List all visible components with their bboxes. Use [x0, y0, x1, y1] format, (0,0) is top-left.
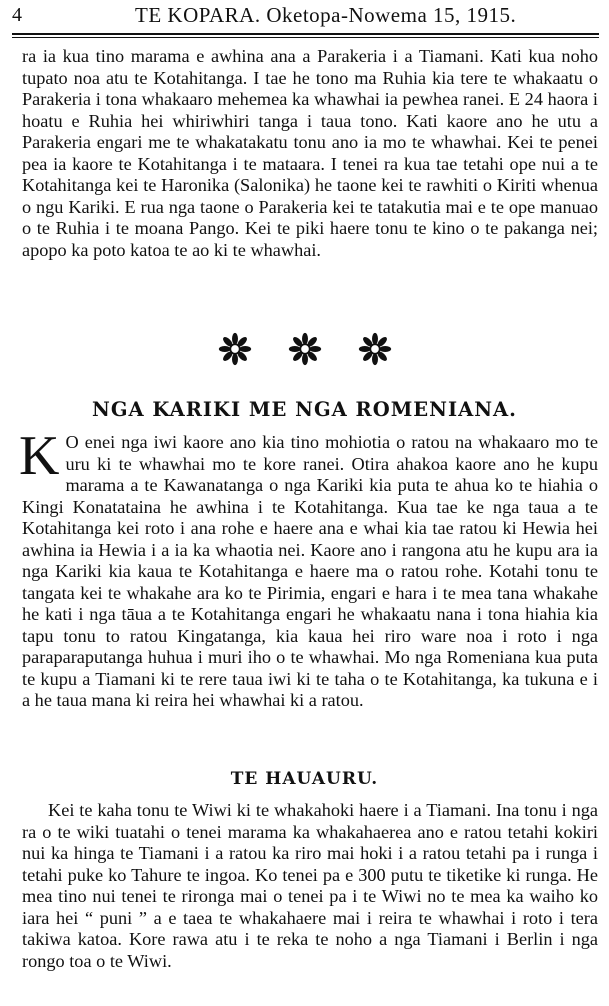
flower-icon	[288, 332, 322, 368]
flower-icon	[218, 332, 252, 368]
article-paragraph: ra ia kua tino marama e awhina ana a Parakeria i a Tiamani. Kati kua noho tupato noa atu te Kotahitanga. I tae he tono ma Ruhia kia tere te whakaatu o Parakeria i tona whakaaro mehemea ka whawhai ia pewhea ranei. E 24 haora i hoatu e Ruhia hei whiriwhiri tanga i taua tono. Kati kaore ano he utu a Parakeria engari me te whakatakatu tonu ano ia mo te whawhai. Kei te penei pea ia kaore te Kotahitanga i te mataara. I tenei ra kua tae tetahi ope nui a te Kotahitanga kei te Haronika (Salonika) he taone kei te rawhiti o Kiriti whenua o ngu Kariki. E rua nga taone o Parakeria kei te tatakutia mai e te ope manuao o te Ruhia i te moana Pango. Kei te piki haere tonu te kino o te pakanga nei; apopo ka poto katoa te ao ki te whawhai.	[22, 46, 598, 260]
article-paragraph	[19, 425, 598, 712]
article-paragraph: Kei te kaha tonu te Wiwi ki te whakahoki haere i a Tiamani. Ina tonu i nga ra o te wiki tuatahi o tenei marama ka whakahaerea ano e ratou tetahi kokiri nui ka hinga te Tiamani i a ratou ka riro mai hoki i a ratou tetahi pa i runga i tetahi puke ko Tahure te ingoa. Ko tenei pa e 300 putu te tiketike ki runga. He mea tino nui tenei te rironga mai o tenei pa i te Wiwi no te mea ka waiho ko iara hei “ puni ” a e taea te whakahaere mai i reira te whawhai i roto i tera takiwa katoa. Kore rawa atu i te reka te noho a nga Tiamani i Berlin i nga rongo toa o te Wiwi.	[22, 800, 598, 971]
drop-cap: K	[19, 425, 60, 487]
article-body: O enei nga iwi kaore ano kia tino mohiotia o ratou na whakaaro mo te uru ki te whawhai mo te kore ranei. Otira ahakoa kaore ano he kupu marama a te Kawanatanga o nga Kariki kia puta te ahua ko te hiahia o Kingi Konatataina he awhina i te Kotahitanga. Kua tae ke nga taua a te Kotahitanga kei roto i ana rohe e haere ana e whai kia tae ratou ki Hewia hei awhina ia Hewia i a ia ka whaotia nei. Kaore ano i rangona atu he kupu ara ia nga Kariki kia kaua te Kotahitanga e haere ma o ratou rohe. Kotahi tonu te tangata kei te whakahe ara ko te Pirimia, engari e hara i te mea tana whakahe he kati i nga tāua a te Kotahitanga engari he whakaatu nana i tona hiahia kia tapu tonu to ratou Kingatanga, kia kaua hei riro ware noa i roto i nga paraparaputanga huhua i muri iho o te whawhai. Mo nga Romeniana kua puta te kupu a Tiamani ki te rere taua iwi ki te taha o te Kotahitanga, ka tukuna e i a he taua mana ki reira hei whawhai ki a ratou.	[22, 432, 598, 710]
issue-date: Oketopa-Nowema 15, 1915.	[266, 3, 517, 27]
header-title	[135, 3, 605, 28]
section-heading: TE HAUAURU.	[230, 769, 379, 789]
flower-icon	[358, 332, 392, 368]
running-header	[0, 0, 609, 42]
ornament-row	[0, 332, 609, 368]
section-heading: NGA KARIKI ME NGA ROMENIANA.	[92, 398, 517, 421]
header-rule	[12, 33, 599, 38]
paper-title: TE KOPARA.	[135, 3, 261, 27]
page-number: 4	[12, 4, 22, 26]
